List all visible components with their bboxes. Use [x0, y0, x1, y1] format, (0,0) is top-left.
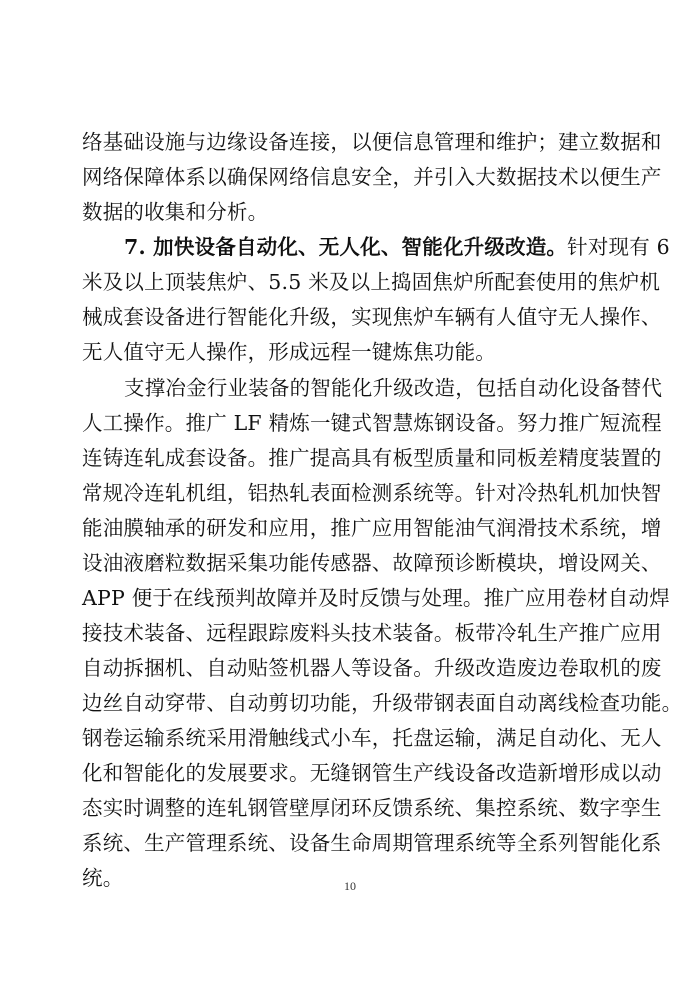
body-line: 统。 [82, 866, 124, 890]
body-line: 数据的收集和分析。 [82, 200, 269, 224]
body-line: 人工操作。推广 LF 精炼一键式智慧炼钢设备。努力推广短流程 [82, 411, 662, 435]
body-line: 能油膜轴承的研发和应用，推广应用智能油气润滑技术系统，增 [82, 516, 662, 540]
section-heading-line [124, 233, 670, 261]
body-line: 边丝自动穿带、自动剪切功能，升级带钢表面自动离线检查功能。 [82, 691, 683, 715]
body-line: 械成套设备进行智能化升级，实现焦炉车辆有人值守无人操作、 [82, 305, 662, 329]
body-line: APP 便于在线预判故障并及时反馈与处理。推广应用卷材自动焊 [82, 586, 670, 610]
page-number: 10 [344, 879, 356, 893]
body-line: 米及以上顶装焦炉、5.5 米及以上捣固焦炉所配套使用的焦炉机 [82, 270, 661, 294]
body-line: 态实时调整的连轧钢管壁厚闭环反馈系统、集控系统、数字孪生 [82, 796, 662, 820]
body-line: 自动拆捆机、自动贴签机器人等设备。升级改造废边卷取机的废 [82, 656, 662, 680]
body-line: 接技术装备、远程跟踪废料头技术装备。板带冷轧生产推广应用 [82, 621, 662, 645]
body-line: 钢卷运输系统采用滑触线式小车，托盘运输，满足自动化、无人 [82, 726, 662, 750]
body-line: 络基础设施与边缘设备连接，以便信息管理和维护；建立数据和 [82, 130, 662, 154]
section-heading: 7. 加快设备自动化、无人化、智能化升级改造。 [124, 235, 568, 259]
body-text: 针对现有 6 [567, 235, 670, 259]
body-line: 无人值守无人操作，形成远程一键炼焦功能。 [82, 340, 496, 364]
body-line: 系统、生产管理系统、设备生命周期管理系统等全系列智能化系 [82, 831, 662, 855]
paragraph-first-line: 支撑冶金行业装备的智能化升级改造，包括自动化设备替代 [124, 376, 663, 400]
body-line: 化和智能化的发展要求。无缝钢管生产线设备改造新增形成以动 [82, 761, 662, 785]
body-line: 常规冷连轧机组，铝热轧表面检测系统等。针对冷热轧机加快智 [82, 481, 662, 505]
body-line: 连铸连轧成套设备。推广提高具有板型质量和同板差精度装置的 [82, 446, 662, 470]
body-line: 网络保障体系以确保网络信息安全，并引入大数据技术以便生产 [82, 165, 662, 189]
body-line: 设油液磨粒数据采集功能传感器、故障预诊断模块，增设网关、 [82, 551, 662, 575]
